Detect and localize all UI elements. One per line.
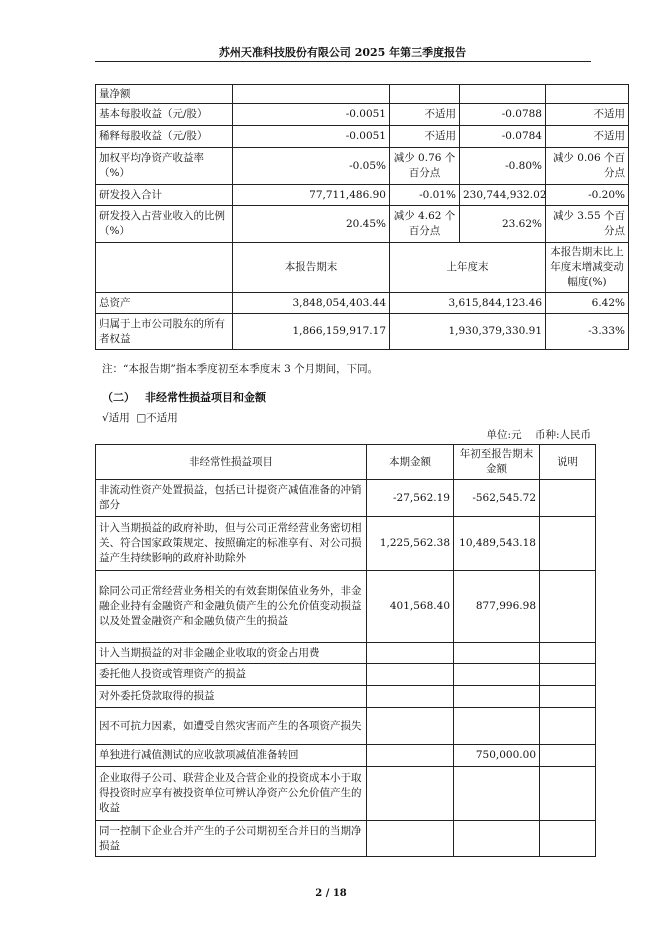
table-cell: -0.0788 bbox=[460, 104, 546, 126]
column-header: 非经常性损益项目 bbox=[96, 445, 367, 480]
table-cell: 1,930,379,330.91 bbox=[390, 314, 546, 350]
section-number: （二） bbox=[102, 391, 135, 404]
table-cell bbox=[454, 767, 540, 821]
non-recurring-items-table bbox=[95, 444, 596, 857]
table-row bbox=[96, 708, 596, 745]
table-cell bbox=[540, 664, 596, 686]
table-cell bbox=[540, 767, 596, 821]
table-cell: 3,615,844,123.46 bbox=[390, 293, 546, 314]
table-row bbox=[96, 643, 596, 664]
not-applicable-option: □不适用 bbox=[136, 412, 178, 424]
table-cell: 不适用 bbox=[390, 104, 460, 126]
table-cell: 23.62% bbox=[460, 206, 546, 243]
table-cell: -0.0784 bbox=[460, 126, 546, 148]
table-cell: 计入当期损益的对非金融企业收取的资金占用费 bbox=[96, 643, 367, 664]
column-header: 说明 bbox=[540, 445, 596, 480]
table-cell bbox=[454, 643, 540, 664]
table-cell bbox=[367, 821, 454, 857]
column-header: 本期金额 bbox=[367, 445, 454, 480]
table-cell bbox=[367, 686, 454, 708]
table-cell bbox=[367, 708, 454, 745]
table-cell: 10,489,543.18 bbox=[454, 517, 540, 571]
table-cell: 20.45% bbox=[233, 206, 390, 243]
table-row bbox=[96, 745, 596, 767]
table-cell: 减少 3.55 个百分点 bbox=[546, 206, 629, 243]
table-cell: -0.0051 bbox=[233, 104, 390, 126]
table-row bbox=[96, 206, 629, 243]
currency-label: 币种:人民币 bbox=[534, 429, 591, 441]
table-cell: 研发投入合计 bbox=[96, 185, 233, 206]
table-cell: 3,848,054,403.44 bbox=[233, 293, 390, 314]
table-cell: -0.80% bbox=[460, 148, 546, 185]
table-cell: 加权平均净资产收益率（%） bbox=[96, 148, 233, 185]
table-cell: 基本每股收益（元/股） bbox=[96, 104, 233, 126]
table-cell bbox=[540, 571, 596, 643]
section-title: 非经常性损益项目和金额 bbox=[145, 391, 266, 404]
table-cell: 企业取得子公司、联营企业及合营企业的投资成本小于取得投资时应享有被投资单位可辨认净资产公允价值产生的收益 bbox=[96, 767, 367, 821]
table-cell bbox=[367, 664, 454, 686]
table-cell bbox=[540, 745, 596, 767]
table-cell bbox=[460, 85, 546, 104]
table-cell: 量净额 bbox=[96, 85, 233, 104]
table-row bbox=[96, 686, 596, 708]
table-cell: 总资产 bbox=[96, 293, 233, 314]
table-cell: -0.01% bbox=[390, 185, 460, 206]
table-cell bbox=[367, 767, 454, 821]
table-cell: -3.33% bbox=[546, 314, 629, 350]
table-row bbox=[96, 664, 596, 686]
table-cell: 77,711,486.90 bbox=[233, 185, 390, 206]
table-cell: 750,000.00 bbox=[454, 745, 540, 767]
table-cell: 1,225,562.38 bbox=[367, 517, 454, 571]
table-cell: 877,996.98 bbox=[454, 571, 540, 643]
table-cell: -0.05% bbox=[233, 148, 390, 185]
table-cell: -0.20% bbox=[546, 185, 629, 206]
table-row bbox=[96, 767, 596, 821]
table-cell bbox=[454, 664, 540, 686]
table-cell bbox=[540, 708, 596, 745]
table-cell: 对外委托贷款取得的损益 bbox=[96, 686, 367, 708]
table-cell: 稀释每股收益（元/股） bbox=[96, 126, 233, 148]
header-divider bbox=[95, 61, 591, 62]
table-cell: 因不可抗力因素，如遭受自然灾害而产生的各项资产损失 bbox=[96, 708, 367, 745]
table-cell bbox=[540, 821, 596, 857]
table-cell: 研发投入占营业收入的比例（%） bbox=[96, 206, 233, 243]
table-cell bbox=[546, 85, 629, 104]
table-cell bbox=[540, 643, 596, 664]
table-row bbox=[96, 104, 629, 126]
column-header: 本报告期末比上年度末增减变动幅度(%) bbox=[546, 243, 629, 293]
table-cell bbox=[96, 243, 233, 293]
table-cell: 不适用 bbox=[546, 104, 629, 126]
table-cell bbox=[233, 85, 390, 104]
table-row bbox=[96, 314, 629, 350]
table-cell: 除同公司正常经营业务相关的有效套期保值业务外，非金融企业持有金融资产和金融负债产生的公允价值变动损益以及处置金融资产和金融负债产生的损益 bbox=[96, 571, 367, 643]
table-cell: 减少 4.62 个百分点 bbox=[390, 206, 460, 243]
table-cell: 401,568.40 bbox=[367, 571, 454, 643]
table-cell: -562,545.72 bbox=[454, 480, 540, 517]
table-cell bbox=[540, 480, 596, 517]
applicable-option: √适用 bbox=[102, 412, 130, 424]
table-cell: 不适用 bbox=[390, 126, 460, 148]
table-cell bbox=[540, 686, 596, 708]
section-heading bbox=[102, 389, 266, 405]
table-row bbox=[96, 480, 596, 517]
table-row bbox=[96, 571, 596, 643]
table-cell: -27,562.19 bbox=[367, 480, 454, 517]
table-cell: 6.42% bbox=[546, 293, 629, 314]
table-cell bbox=[540, 517, 596, 571]
table-cell bbox=[454, 686, 540, 708]
table-row bbox=[96, 517, 596, 571]
table-row bbox=[96, 126, 629, 148]
applicability-options bbox=[102, 410, 178, 425]
table-cell bbox=[454, 708, 540, 745]
table-cell: 不适用 bbox=[546, 126, 629, 148]
table-cell: 单独进行减值测试的应收款项减值准备转回 bbox=[96, 745, 367, 767]
column-header: 上年度末 bbox=[390, 243, 546, 293]
table-row bbox=[96, 85, 629, 104]
financial-indicators-table bbox=[95, 84, 629, 350]
table-cell: 委托他人投资或管理资产的损益 bbox=[96, 664, 367, 686]
table-row bbox=[96, 293, 629, 314]
table-header-row bbox=[96, 243, 629, 293]
table-cell: 1,866,159,917.17 bbox=[233, 314, 390, 350]
table-row bbox=[96, 185, 629, 206]
table-header-row bbox=[96, 445, 596, 480]
table-row bbox=[96, 821, 596, 857]
table-cell: 计入当期损益的政府补助，但与公司正常经营业务密切相关、符合国家政策规定、按照确定的标准享有、对公司损益产生持续影响的政府补助除外 bbox=[96, 517, 367, 571]
table-cell: -0.0051 bbox=[233, 126, 390, 148]
table-cell bbox=[367, 745, 454, 767]
unit-label: 单位:元 bbox=[486, 429, 522, 441]
table-cell bbox=[454, 821, 540, 857]
report-header: 苏州天准科技股份有限公司 2025 年第三季度报告 bbox=[218, 46, 467, 59]
table-cell: 同一控制下企业合并产生的子公司期初至合并日的当期净损益 bbox=[96, 821, 367, 857]
table-cell bbox=[367, 643, 454, 664]
table-cell: 230,744,932.02 bbox=[460, 185, 546, 206]
page-number: 2 / 18 bbox=[315, 888, 347, 899]
column-header: 年初至报告期末金额 bbox=[454, 445, 540, 480]
table-cell: 非流动性资产处置损益，包括已计提资产减值准备的冲销部分 bbox=[96, 480, 367, 517]
table-cell bbox=[390, 85, 460, 104]
column-header: 本报告期末 bbox=[233, 243, 390, 293]
table-cell: 减少 0.76 个百分点 bbox=[390, 148, 460, 185]
table-footnote: 注：“本报告期”指本季度初至本季度末 3 个月期间，下同。 bbox=[102, 363, 379, 375]
table-cell: 减少 0.06 个百分点 bbox=[546, 148, 629, 185]
table-cell: 归属于上市公司股东的所有者权益 bbox=[96, 314, 233, 350]
table-row bbox=[96, 148, 629, 185]
unit-line bbox=[487, 427, 591, 442]
